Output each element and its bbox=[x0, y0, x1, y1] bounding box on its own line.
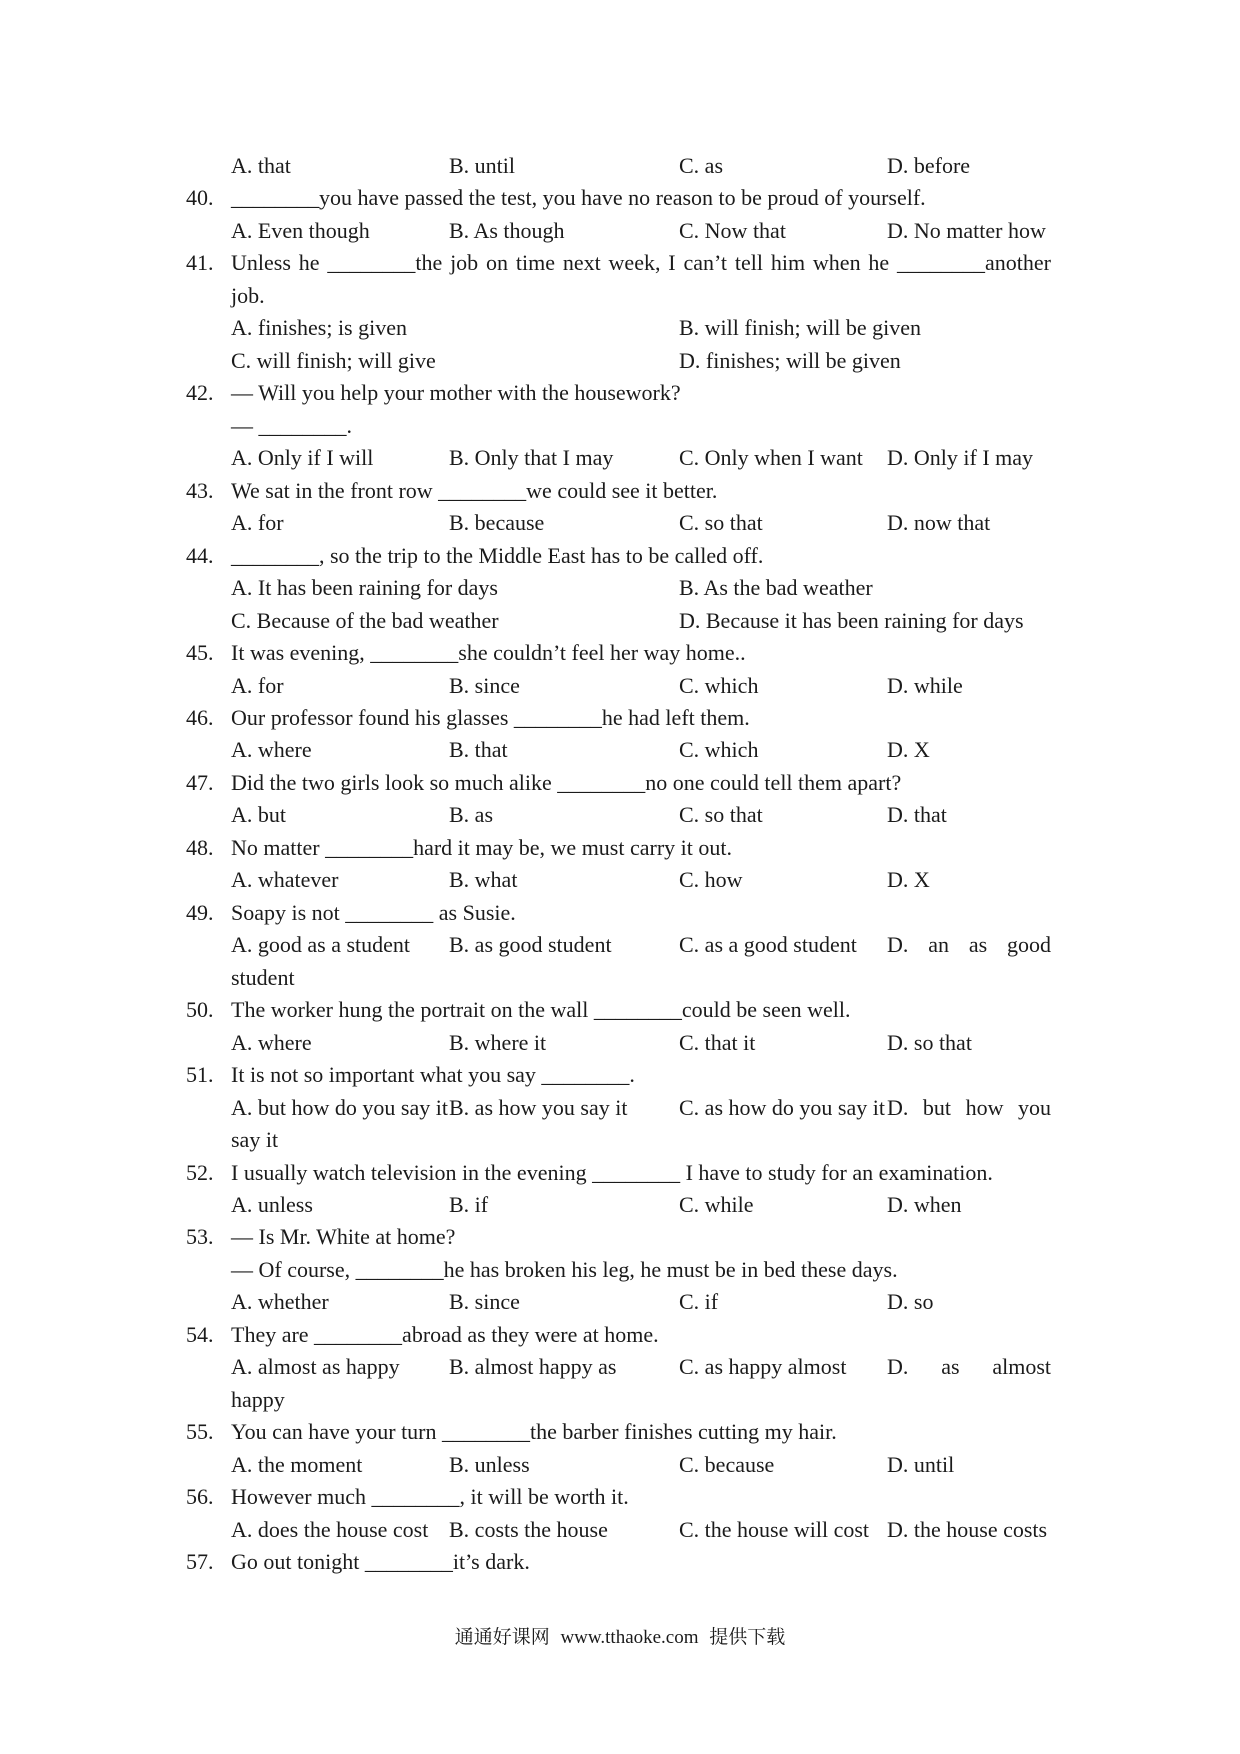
option-a: A. the moment bbox=[231, 1451, 363, 1477]
option-d: D. but how you bbox=[887, 1094, 1051, 1120]
stem-text: No matter ________hard it may be, we must carry it out. bbox=[231, 834, 732, 860]
option-d: D. the house costs bbox=[887, 1516, 1048, 1542]
question-57 bbox=[186, 1546, 1051, 1578]
option-a: A. whether bbox=[231, 1289, 329, 1315]
option-b: B. since bbox=[449, 1289, 520, 1315]
option-c: C. Only when I want bbox=[679, 445, 863, 471]
question-51 bbox=[186, 1059, 1051, 1156]
stem-text: — Is Mr. White at home? bbox=[231, 1224, 456, 1250]
option-a: A. finishes; is given bbox=[231, 315, 407, 341]
stem-continuation bbox=[186, 280, 1051, 312]
option-d: D. X bbox=[887, 737, 930, 763]
stem-continuation bbox=[186, 1254, 1051, 1286]
option-a: A. but how do you say it bbox=[231, 1094, 448, 1120]
stem-text: Go out tonight ________it’s dark. bbox=[231, 1549, 530, 1575]
option-d: D. so that bbox=[887, 1029, 972, 1055]
option-a: A. almost as happy bbox=[231, 1354, 400, 1380]
option-d: D. an as good bbox=[887, 932, 1051, 958]
option-row bbox=[231, 572, 1051, 604]
option-d: D. now that bbox=[887, 510, 991, 536]
question-number: 51. bbox=[186, 1062, 214, 1088]
option-d: D. that bbox=[887, 802, 947, 828]
question-stem bbox=[186, 475, 1051, 507]
option-b: B. that bbox=[449, 737, 508, 763]
option-b: B. as bbox=[449, 802, 493, 828]
option-a: A. unless bbox=[231, 1192, 313, 1217]
option-c: C. as a good student bbox=[679, 932, 857, 958]
question-50 bbox=[186, 994, 1051, 1059]
stem-text: The worker hung the portrait on the wall ________could be seen well. bbox=[231, 997, 851, 1023]
question-number: 53. bbox=[186, 1224, 214, 1250]
option-d: D. while bbox=[887, 672, 963, 698]
option-a: A. Even though bbox=[231, 217, 370, 243]
option-b: B. as good student bbox=[449, 932, 612, 958]
question-number: 46. bbox=[186, 704, 214, 730]
stem-text: ________you have passed the test, you have no reason to be proud of yourself. bbox=[231, 185, 926, 211]
option-b: B. since bbox=[449, 672, 520, 698]
stem-text: job. bbox=[231, 282, 265, 308]
option-a: A. good as a student bbox=[231, 932, 411, 958]
option-a: A. that bbox=[231, 153, 291, 178]
question-stem bbox=[186, 1221, 1051, 1253]
question-stem bbox=[186, 702, 1051, 734]
option-c: C. that it bbox=[679, 1029, 756, 1055]
option-d: D. so bbox=[887, 1289, 934, 1315]
question-number: 50. bbox=[186, 997, 214, 1023]
question-42 bbox=[186, 377, 1051, 474]
option-a: A. for bbox=[231, 672, 284, 698]
question-48 bbox=[186, 832, 1051, 897]
option-c: C. as bbox=[679, 153, 723, 178]
option-wrap-line bbox=[186, 962, 1051, 994]
option-a: A. Only if I will bbox=[231, 445, 374, 471]
option-d: D. No matter how bbox=[887, 217, 1046, 243]
question-number: 56. bbox=[186, 1484, 214, 1510]
option-d: D. as almost bbox=[887, 1354, 1051, 1380]
question-45 bbox=[186, 637, 1051, 702]
option-c: C. because bbox=[679, 1451, 775, 1477]
option-row bbox=[231, 312, 1051, 344]
option-row bbox=[231, 442, 1051, 474]
question-stem bbox=[186, 182, 1051, 214]
option-c: C. Now that bbox=[679, 217, 786, 243]
stem-text: However much ________, it will be worth it. bbox=[231, 1484, 629, 1510]
stem-text: — ________. bbox=[231, 412, 352, 438]
option-b: B. almost happy as bbox=[449, 1354, 617, 1380]
option-c: C. Because of the bad weather bbox=[231, 607, 499, 633]
option-c: C. so that bbox=[679, 802, 763, 828]
option-row bbox=[231, 670, 1051, 702]
option-row bbox=[231, 864, 1051, 896]
stem-text: It is not so important what you say ________. bbox=[231, 1062, 635, 1088]
stem-text: I usually watch television in the evening ________ I have to study for an examination. bbox=[231, 1159, 993, 1185]
option-row bbox=[231, 734, 1051, 766]
option-b: B. unless bbox=[449, 1451, 530, 1477]
option-b: B. if bbox=[449, 1192, 489, 1217]
question-55 bbox=[186, 1416, 1051, 1481]
option-b: B. until bbox=[449, 153, 516, 178]
option-a: A. It has been raining for days bbox=[231, 575, 498, 601]
stem-continuation bbox=[186, 410, 1051, 442]
question-stem bbox=[186, 540, 1051, 572]
question-stem bbox=[186, 994, 1051, 1026]
option-a: A. does the house cost bbox=[231, 1516, 429, 1542]
option-c: C. so that bbox=[679, 510, 763, 536]
option-row bbox=[231, 605, 1051, 637]
question-44 bbox=[186, 540, 1051, 637]
question-43 bbox=[186, 475, 1051, 540]
option-d: D. X bbox=[887, 867, 930, 893]
option-a: A. whatever bbox=[231, 867, 339, 893]
question-stem bbox=[186, 1416, 1051, 1448]
option-b: B. Only that I may bbox=[449, 445, 614, 471]
stem-text: It was evening, ________she couldn’t feel her way home.. bbox=[231, 640, 746, 666]
stem-text: — Of course, ________he has broken his leg, he must be in bed these days. bbox=[231, 1256, 898, 1282]
option-row bbox=[231, 215, 1051, 247]
question-number: 40. bbox=[186, 185, 214, 211]
option-a: A. where bbox=[231, 737, 312, 763]
stem-text: — Will you help your mother with the housework? bbox=[231, 380, 681, 406]
question-54 bbox=[186, 1319, 1051, 1416]
option-a: A. where bbox=[231, 1029, 312, 1055]
question-47 bbox=[186, 767, 1051, 832]
question-stem bbox=[186, 832, 1051, 864]
option-row bbox=[231, 929, 1051, 961]
option-a: A. but bbox=[231, 802, 286, 828]
option-b: B. what bbox=[449, 867, 518, 893]
question-number: 55. bbox=[186, 1419, 214, 1445]
question-number: 47. bbox=[186, 769, 214, 795]
stem-text: They are ________abroad as they were at home. bbox=[231, 1321, 659, 1347]
question-number: 41. bbox=[186, 250, 214, 276]
option-wrap-line bbox=[186, 1384, 1051, 1416]
question-52 bbox=[186, 1157, 1051, 1222]
option-b: B. costs the house bbox=[449, 1516, 608, 1542]
question-number: 43. bbox=[186, 477, 214, 503]
option-row bbox=[231, 1189, 1051, 1221]
question-number: 45. bbox=[186, 640, 214, 666]
option-wrap-text: happy bbox=[231, 1386, 285, 1412]
stem-text: ________, so the trip to the Middle East has to be called off. bbox=[231, 542, 764, 568]
option-row bbox=[231, 1286, 1051, 1318]
stem-text: Soapy is not ________ as Susie. bbox=[231, 899, 516, 925]
stem-text: Our professor found his glasses ________he had left them. bbox=[231, 704, 750, 730]
question-46 bbox=[186, 702, 1051, 767]
option-d: D. until bbox=[887, 1451, 955, 1477]
question-number: 57. bbox=[186, 1549, 214, 1575]
option-b: B. As the bad weather bbox=[679, 575, 873, 601]
stem-text: We sat in the front row ________we could see it better. bbox=[231, 477, 718, 503]
question-39-options bbox=[231, 150, 1051, 182]
option-row bbox=[231, 1449, 1051, 1481]
option-c: C. while bbox=[679, 1192, 754, 1217]
question-stem bbox=[186, 1157, 1051, 1189]
stem-text: Did the two girls look so much alike ________no one could tell them apart? bbox=[231, 769, 902, 795]
option-c: C. as happy almost bbox=[679, 1354, 847, 1380]
question-list bbox=[186, 150, 1051, 1579]
option-c: C. as how do you say it bbox=[679, 1094, 885, 1120]
option-row bbox=[231, 507, 1051, 539]
question-stem bbox=[186, 377, 1051, 409]
option-c: C. how bbox=[679, 867, 743, 893]
option-row bbox=[231, 1514, 1051, 1546]
option-b: B. because bbox=[449, 510, 545, 536]
question-stem bbox=[186, 897, 1051, 929]
option-c: C. the house will cost bbox=[679, 1516, 870, 1542]
option-d: D. Only if I may bbox=[887, 445, 1034, 471]
option-d: D. finishes; will be given bbox=[679, 347, 901, 373]
question-stem bbox=[186, 1059, 1051, 1091]
option-c: C. will finish; will give bbox=[231, 347, 436, 373]
stem-text: Unless he ________the job on time next week, I can’t tell him when he ________another bbox=[231, 250, 1051, 276]
question-number: 48. bbox=[186, 834, 214, 860]
option-b: B. As though bbox=[449, 217, 565, 243]
option-row bbox=[231, 345, 1051, 377]
option-wrap-text: say it bbox=[231, 1127, 279, 1153]
option-b: B. as how you say it bbox=[449, 1094, 628, 1120]
option-wrap-text: student bbox=[231, 964, 295, 990]
option-a: A. for bbox=[231, 510, 284, 536]
question-53 bbox=[186, 1221, 1051, 1318]
question-stem bbox=[186, 247, 1051, 279]
question-number: 42. bbox=[186, 380, 214, 406]
option-wrap-line bbox=[186, 1124, 1051, 1156]
page-footer: 通通好课网 www.tthaoke.com 提供下载 bbox=[454, 1627, 786, 1648]
question-stem bbox=[186, 1546, 1051, 1578]
question-56 bbox=[186, 1481, 1051, 1546]
option-c: C. which bbox=[679, 737, 759, 763]
question-stem bbox=[186, 637, 1051, 669]
question-stem bbox=[186, 1481, 1051, 1513]
stem-text: You can have your turn ________the barber finishes cutting my hair. bbox=[231, 1419, 837, 1445]
option-d: D. Because it has been raining for days bbox=[679, 607, 1024, 633]
option-d: D. when bbox=[887, 1192, 962, 1217]
question-number: 52. bbox=[186, 1159, 214, 1185]
option-row bbox=[231, 1092, 1051, 1124]
question-stem bbox=[186, 767, 1051, 799]
question-49 bbox=[186, 897, 1051, 994]
question-number: 54. bbox=[186, 1321, 214, 1347]
option-c: C. which bbox=[679, 672, 759, 698]
option-b: B. where it bbox=[449, 1029, 547, 1055]
question-number: 44. bbox=[186, 542, 214, 568]
option-c: C. if bbox=[679, 1289, 719, 1315]
question-stem bbox=[186, 1319, 1051, 1351]
option-row bbox=[231, 799, 1051, 831]
option-b: B. will finish; will be given bbox=[679, 315, 921, 341]
question-number: 49. bbox=[186, 899, 214, 925]
option-row bbox=[231, 1027, 1051, 1059]
option-row bbox=[231, 1351, 1051, 1383]
question-40 bbox=[186, 182, 1051, 247]
option-d: D. before bbox=[887, 153, 971, 178]
question-41 bbox=[186, 247, 1051, 377]
